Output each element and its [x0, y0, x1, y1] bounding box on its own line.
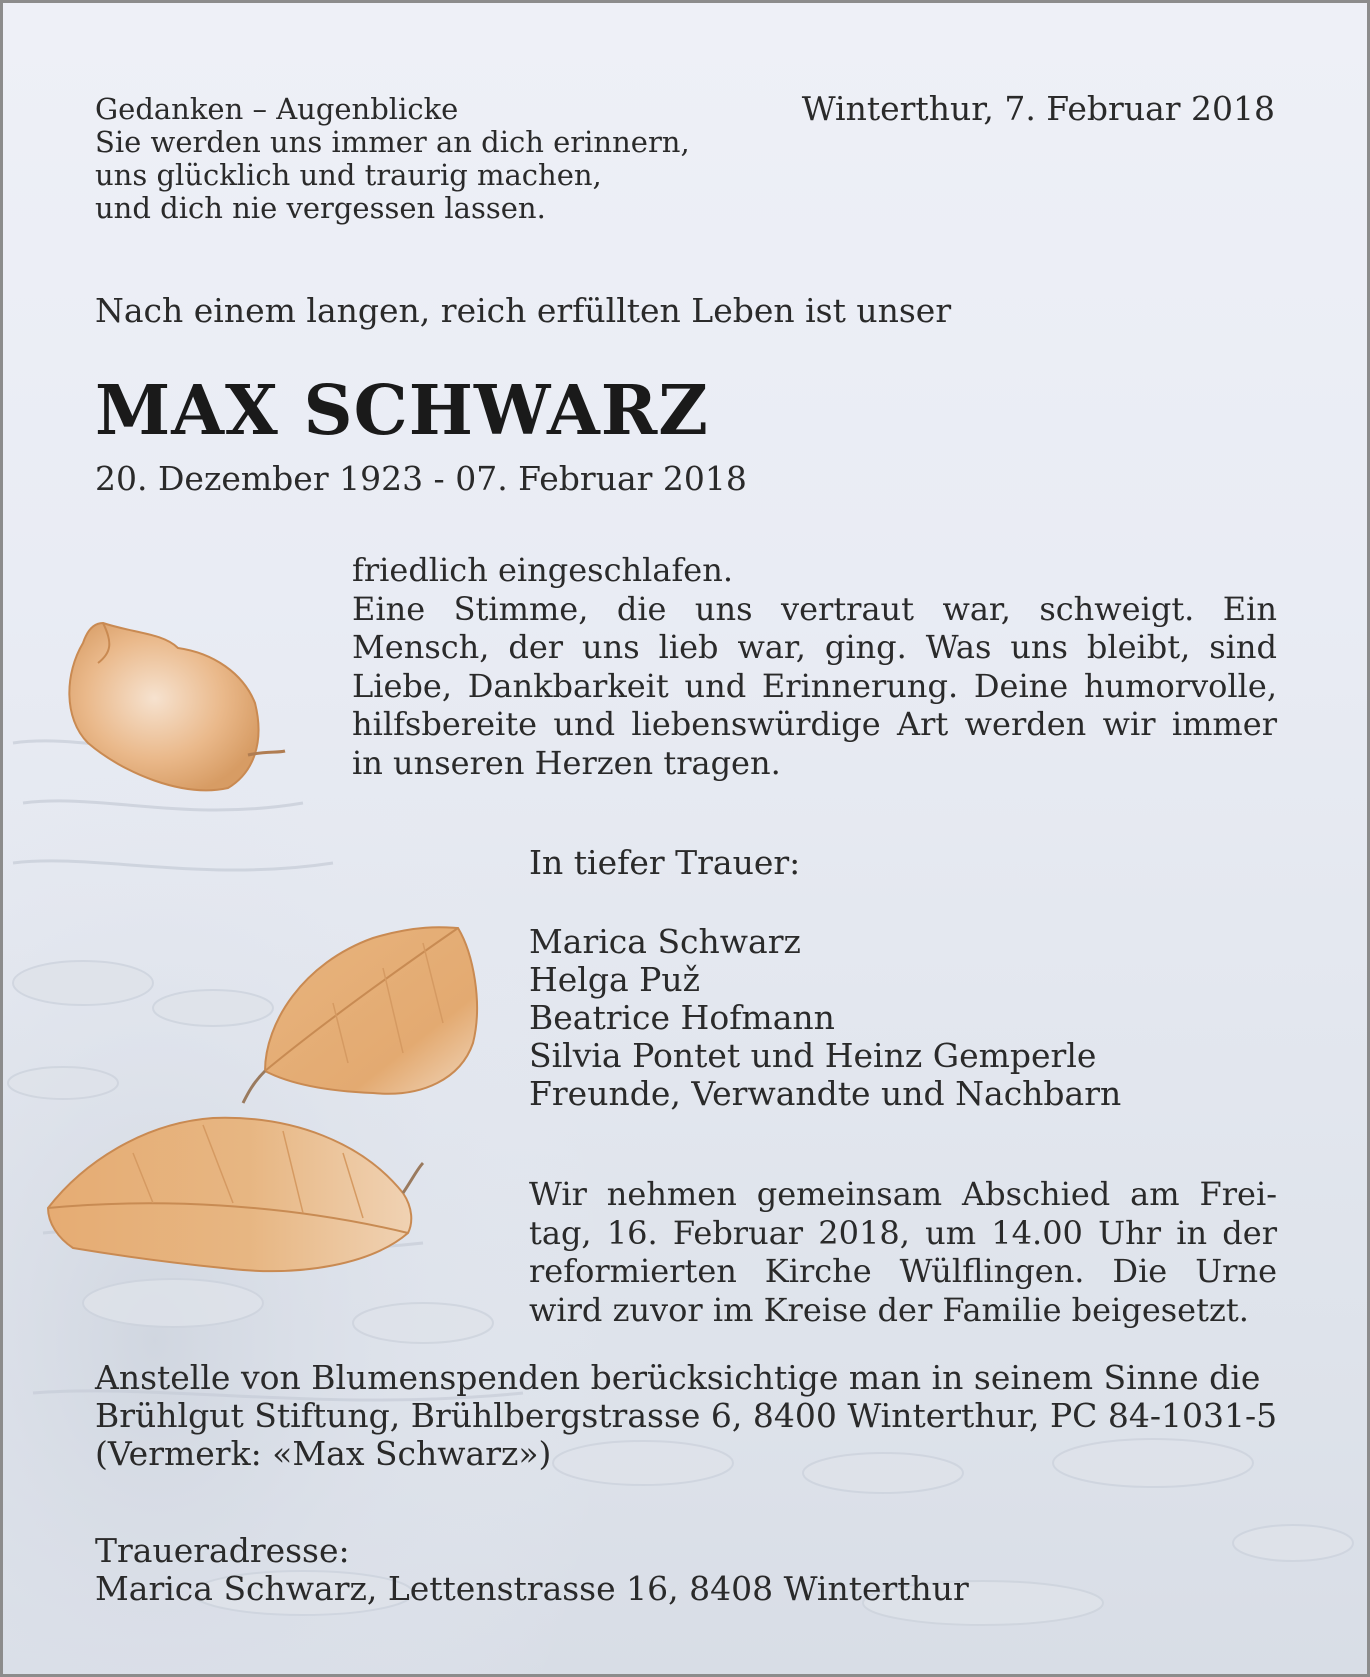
donation-line: (Vermerk: «Max Schwarz») — [95, 1434, 552, 1473]
motto-line: Gedanken – Augenblicke — [95, 92, 459, 126]
mourner-name: Beatrice Hofmann — [529, 998, 835, 1037]
mourner-name: Silvia Pontet und Heinz Gemperle — [529, 1036, 1097, 1075]
address-heading: Traueradresse: — [95, 1531, 350, 1570]
motto-line: und dich nie vergessen lassen. — [95, 191, 546, 225]
mourner-name: Helga Puž — [529, 960, 700, 999]
life-dates: 20. Dezember 1923 - 07. Februar 2018 — [95, 459, 747, 498]
mourner-name: Freunde, Verwandte und Nachbarn — [529, 1074, 1122, 1113]
deceased-name: MAX SCHWARZ — [95, 371, 709, 451]
body-first-line: friedlich eingeschlafen. — [352, 551, 733, 589]
donation-line: Anstelle von Blumenspenden berücksichtige man in seinem Sinne die — [95, 1358, 1261, 1397]
donation-line: Brühlgut Stiftung, Brühlbergstrasse 6, 8400 Winterthur, PC 84-1031-5 — [95, 1396, 1278, 1435]
mourning-address: Marica Schwarz, Lettenstrasse 16, 8408 Winterthur — [95, 1569, 969, 1608]
donation-notice — [95, 1359, 1277, 1473]
mourner-name: Marica Schwarz — [529, 922, 801, 961]
intro-text: Nach einem langen, reich erfüllten Leben ist unser — [95, 291, 952, 330]
mourners-heading: In tiefer Trauer: — [529, 843, 801, 882]
place-date: Winterthur, 7. Februar 2018 — [801, 89, 1275, 128]
motto-line: Sie werden uns immer an dich erinnern, — [95, 125, 690, 159]
farewell-notice: Wir nehmen gemeinsam Abschied am Frei-tag, 16. Februar 2018, um 14.00 Uhr in der reformierten Kirche Wülflingen. Die Urne wird zuvor im Kreise der Familie beigesetzt. — [529, 1175, 1277, 1329]
body-paragraph: Eine Stimme, die uns vertraut war, schweigt. Ein Mensch, der uns lieb war, ging. Was uns bleibt, sind Liebe, Dankbarkeit und Erinnerung. Deine humorvolle, hilfsbereite und liebenswürdige Art werden wir immer in unseren Herzen tragen. — [352, 589, 1277, 782]
obituary-body — [352, 551, 1277, 782]
mourners-list — [529, 923, 1121, 1113]
motto-line: uns glücklich und traurig machen, — [95, 158, 602, 192]
motto-poem — [95, 93, 690, 225]
